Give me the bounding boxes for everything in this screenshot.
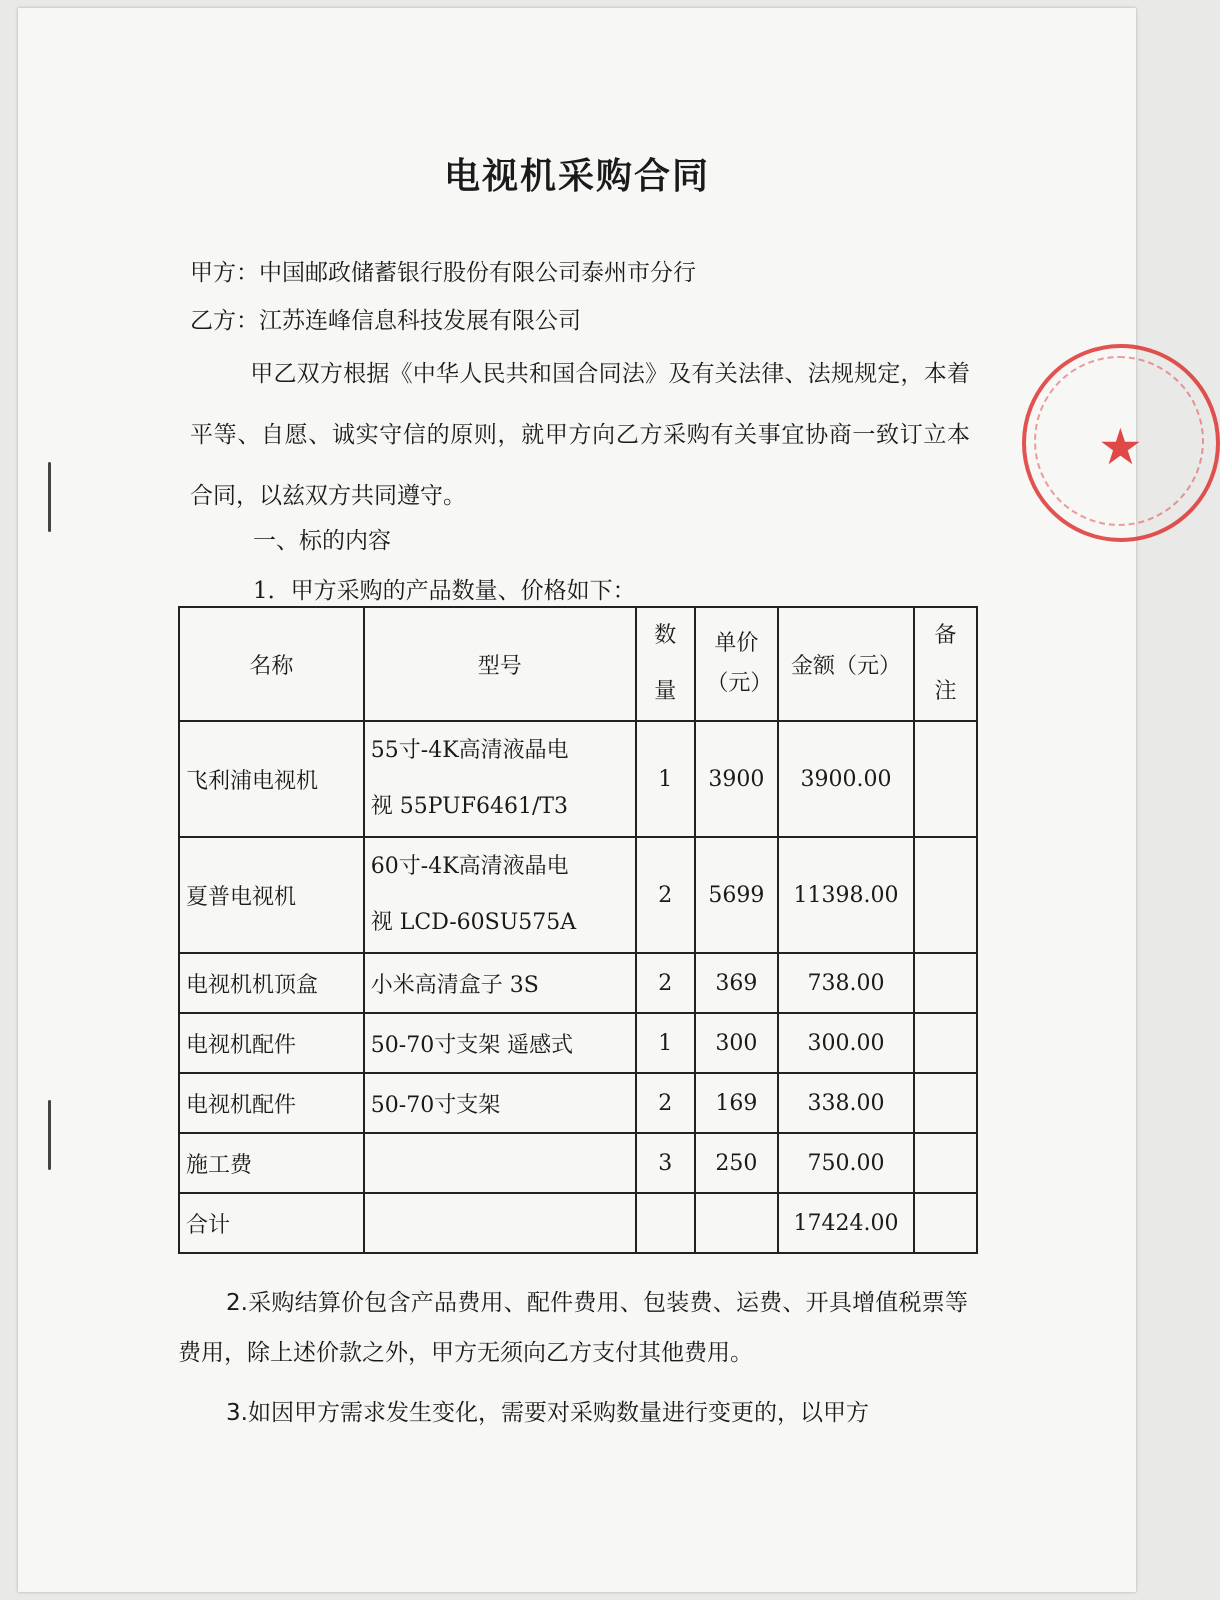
header-price <box>695 607 778 721</box>
cell-model: 50-70寸支架 <box>364 1073 636 1133</box>
cell-model-line1: 55寸-4K高清液晶电 <box>370 738 569 763</box>
cell-name: 飞利浦电视机 <box>179 721 364 837</box>
cell-model-line1: 60寸-4K高清液晶电 <box>370 854 569 879</box>
cell-model-line2: 视 LCD-60SU575A <box>370 910 577 935</box>
cell-note <box>914 1013 977 1073</box>
cell-qty: 2 <box>636 1073 695 1133</box>
clause-2 <box>178 1278 968 1378</box>
header-note-text: 备注 <box>934 623 957 704</box>
cell-model: 50-70寸支架 遥感式 <box>364 1013 636 1073</box>
seal-star-icon: ★ <box>1098 418 1143 476</box>
header-qty <box>636 607 695 721</box>
cell-price: 5699 <box>695 837 778 953</box>
cell-empty <box>636 1193 695 1253</box>
cell-model-line2: 视 55PUF6461/T3 <box>370 794 569 819</box>
header-note <box>914 607 977 721</box>
clause-3-text: 3.如因甲方需求发生变化，需要对采购数量进行变更的，以甲方 <box>226 1400 869 1426</box>
header-amount: 金额（元） <box>778 607 914 721</box>
cell-amount: 3900.00 <box>778 721 914 837</box>
cell-total-label: 合计 <box>179 1193 364 1253</box>
cell-note <box>914 1073 977 1133</box>
cell-name: 电视机配件 <box>179 1013 364 1073</box>
product-table <box>178 606 978 1254</box>
table-row <box>179 721 977 837</box>
clause-2-text: 2.采购结算价包含产品费用、配件费用、包装费、运费、开具增值税票等费用，除上述价款之外，甲方无须向乙方支付其他费用。 <box>178 1290 968 1366</box>
header-model: 型号 <box>364 607 636 721</box>
cell-empty <box>364 1193 636 1253</box>
table-row <box>179 1013 977 1073</box>
cell-model: 小米高清盒子 3S <box>364 953 636 1013</box>
cell-price: 250 <box>695 1133 778 1193</box>
cell-name: 电视机机顶盒 <box>179 953 364 1013</box>
cell-price: 169 <box>695 1073 778 1133</box>
table-row <box>179 1073 977 1133</box>
cell-model <box>364 837 636 953</box>
cell-price: 300 <box>695 1013 778 1073</box>
cell-name: 电视机配件 <box>179 1073 364 1133</box>
cell-model <box>364 721 636 837</box>
cell-price: 369 <box>695 953 778 1013</box>
cell-qty: 2 <box>636 837 695 953</box>
intro-paragraph <box>190 344 970 527</box>
cell-empty <box>914 1193 977 1253</box>
cell-name: 夏普电视机 <box>179 837 364 953</box>
cell-note <box>914 837 977 953</box>
party-b: 乙方：江苏连峰信息科技发展有限公司 <box>190 308 581 334</box>
table-row <box>179 837 977 953</box>
document-page <box>18 8 1143 1592</box>
clause-3 <box>178 1388 968 1438</box>
header-qty-text: 数量 <box>654 623 677 704</box>
cell-amount: 750.00 <box>778 1133 914 1193</box>
table-row <box>179 953 977 1013</box>
cell-price: 3900 <box>695 721 778 837</box>
cell-note <box>914 953 977 1013</box>
header-name: 名称 <box>179 607 364 721</box>
table-total-row <box>179 1193 977 1253</box>
party-a: 甲方：中国邮政储蓄银行股份有限公司泰州市分行 <box>190 260 696 286</box>
cell-empty <box>695 1193 778 1253</box>
cell-qty: 1 <box>636 1013 695 1073</box>
section-heading: 一、标的内容 <box>253 528 391 554</box>
item-heading: 1．甲方采购的产品数量、价格如下： <box>253 578 636 604</box>
table-header-row <box>179 607 977 721</box>
binder-mark-bottom <box>48 1100 51 1170</box>
cell-note <box>914 721 977 837</box>
cell-name: 施工费 <box>179 1133 364 1193</box>
cell-qty: 2 <box>636 953 695 1013</box>
cell-qty: 1 <box>636 721 695 837</box>
binder-mark-top <box>48 462 51 532</box>
cell-total-amount: 17424.00 <box>778 1193 914 1253</box>
cell-note <box>914 1133 977 1193</box>
cell-amount: 300.00 <box>778 1013 914 1073</box>
contract-title: 电视机采购合同 <box>443 156 710 197</box>
intro-text: 甲乙双方根据《中华人民共和国合同法》及有关法律、法规规定，本着平等、自愿、诚实守信的原则，就甲方向乙方采购有关事宜协商一致订立本合同，以兹双方共同遵守。 <box>190 361 970 509</box>
cell-amount: 11398.00 <box>778 837 914 953</box>
company-seal-stamp <box>1022 344 1220 542</box>
cell-amount: 738.00 <box>778 953 914 1013</box>
cell-qty: 3 <box>636 1133 695 1193</box>
cell-amount: 338.00 <box>778 1073 914 1133</box>
header-price-text: 单价（元） <box>706 631 773 696</box>
cell-model <box>364 1133 636 1193</box>
table-row <box>179 1133 977 1193</box>
